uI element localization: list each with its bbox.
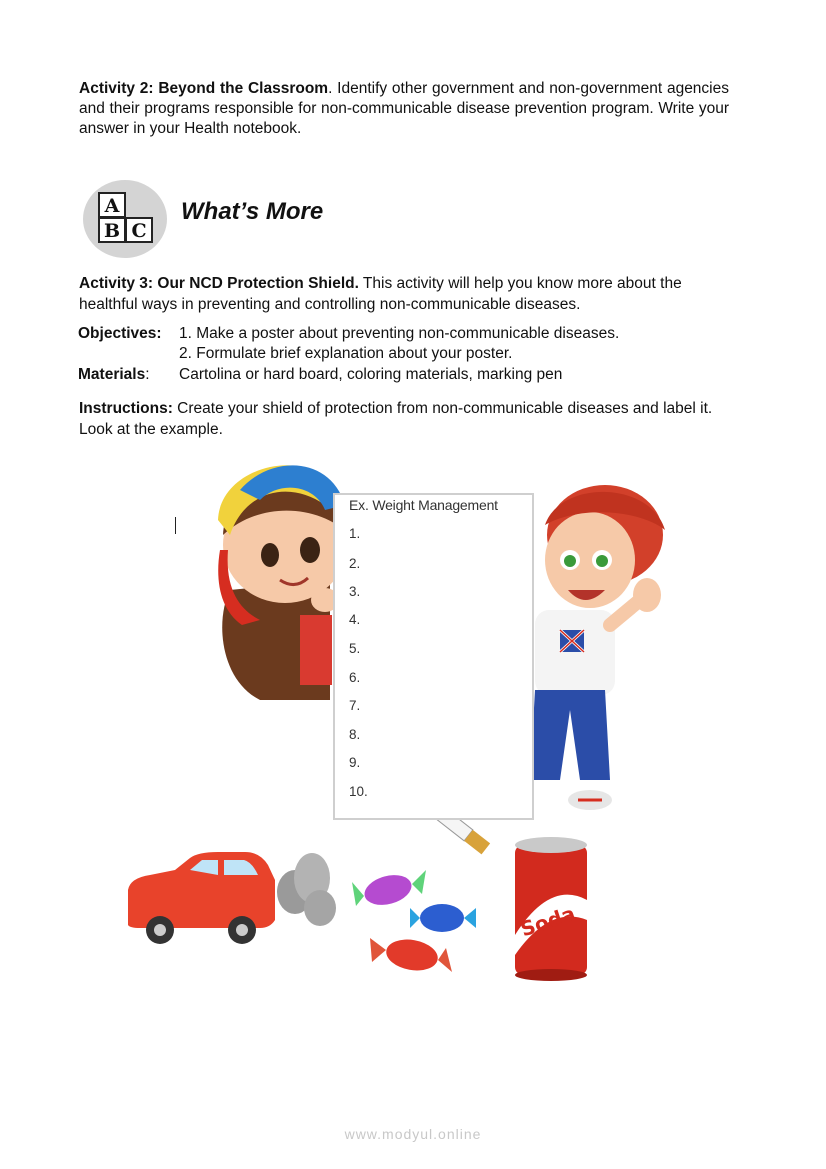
list-number: 5. [349,641,361,656]
block-letter-c: C [131,220,147,242]
list-number: 2. [349,556,361,571]
block-letter-b: B [103,220,121,242]
girl-character-icon [218,465,350,700]
instructions-paragraph [79,398,729,440]
footer-watermark: www.modyul.online [344,1126,482,1142]
boy-character-icon [530,485,665,810]
car-icon [128,852,336,944]
activity2-title: Activity 2: Beyond the Classroom [79,80,329,97]
objective-item-2: 2. Formulate brief explanation about your poster. [179,345,513,362]
list-number: 6. [349,670,361,685]
candy-icon [352,870,476,974]
section-heading: What’s More [181,198,324,225]
list-number: 10. [349,784,368,799]
activity3-body: This activity will help you know more about the healthful ways in preventing and controlling non-communicable diseases. [79,275,682,313]
list-number: 8. [349,727,361,742]
activity2-body: . Identify other government and non-government agencies and their programs responsible for non-communicable disease prevention program. Write your answer in your Health notebook. [79,80,729,137]
soda-can-text: Soda [517,901,579,942]
card-title: Ex. Weight Management [349,497,498,513]
list-number: 1. [349,526,361,541]
list-number: 7. [349,698,361,713]
materials-value: Cartolina or hard board, coloring materials, marking pen [179,366,563,383]
list-number: 3. [349,584,361,599]
activity2-paragraph [79,79,729,139]
shield-example-card [333,493,534,820]
list-number: 9. [349,755,361,770]
instructions-label: Instructions: [79,400,173,417]
activity3-title: Activity 3: Our NCD Protection Shield. [79,275,359,292]
abc-blocks-icon [83,180,167,258]
block-letter-a: A [104,195,120,217]
materials-label: Materials: [78,366,150,383]
activity3-paragraph [79,273,729,315]
objective-item-1: 1. Make a poster about preventing non-communicable diseases. [179,325,620,342]
instructions-body: Create your shield of protection from non-communicable diseases and label it. Look at the example. [79,400,713,438]
objectives-label: Objectives: [78,325,162,342]
soda-can-icon [515,837,587,981]
list-number: 4. [349,612,361,627]
